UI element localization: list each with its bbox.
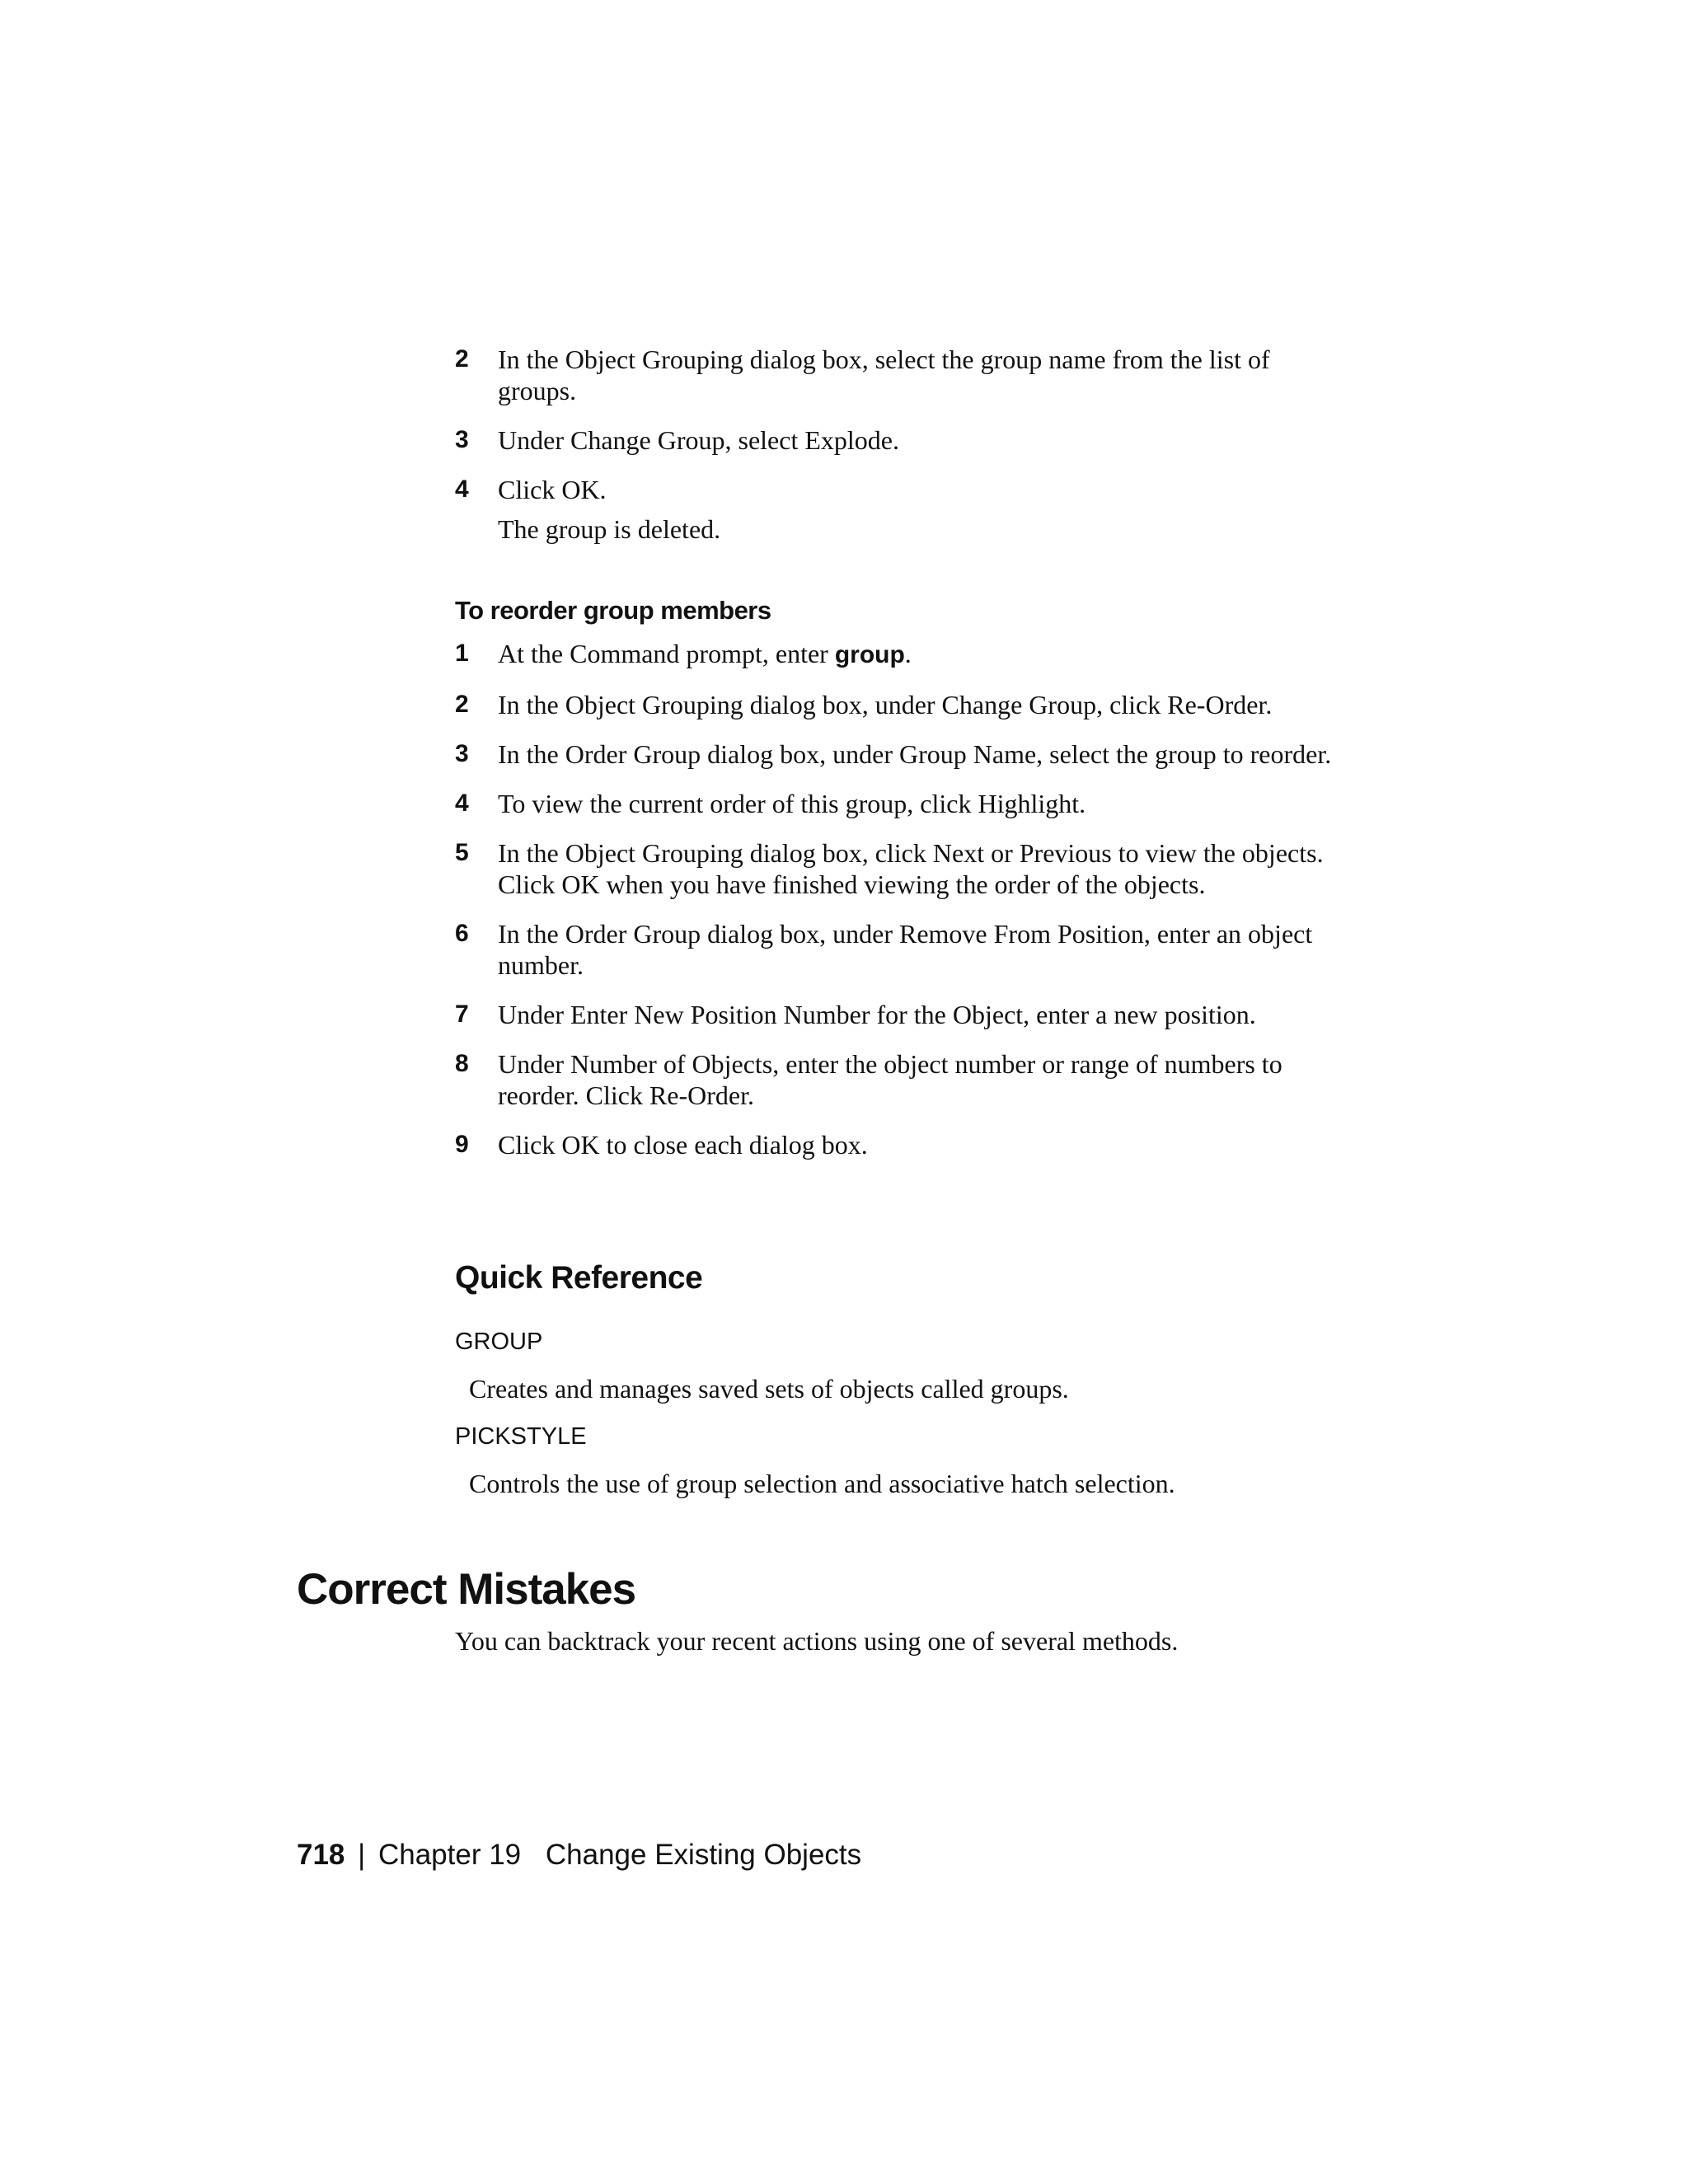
step-item xyxy=(455,788,1335,819)
step-text: Under Enter New Position Number for the Object, enter a new position. xyxy=(498,1000,1256,1029)
step-item xyxy=(455,1129,1335,1160)
step-number: 6 xyxy=(455,920,469,947)
step-number: 7 xyxy=(455,1001,469,1028)
step-text: Under Number of Objects, enter the object number or range of numbers to reorder. Click Re-Order. xyxy=(498,1049,1282,1110)
step-item xyxy=(455,999,1335,1030)
step-text: Click OK. xyxy=(498,475,607,504)
step-item xyxy=(455,344,1335,406)
footer-separator: | xyxy=(358,1839,366,1871)
step-result: The group is deleted. xyxy=(498,514,721,544)
chapter-title: Change Existing Objects xyxy=(545,1839,862,1871)
step-text: In the Object Grouping dialog box, under Change Group, click Re-Order. xyxy=(498,690,1273,719)
step-item xyxy=(455,424,1335,456)
step-text-after: . xyxy=(904,639,912,668)
step-number: 3 xyxy=(455,426,469,453)
step-text: In the Object Grouping dialog box, select the group name from the list of groups. xyxy=(498,344,1270,405)
chapter-label: Chapter 19 xyxy=(377,1839,522,1871)
step-text: Under Change Group, select Explode. xyxy=(498,425,899,455)
page-footer xyxy=(297,1838,861,1872)
step-item xyxy=(455,638,1335,671)
step-item xyxy=(455,738,1335,770)
step-item xyxy=(455,918,1335,981)
step-text-before: At the Command prompt, enter xyxy=(498,639,835,668)
step-number: 5 xyxy=(455,839,469,866)
section-heading: Correct Mistakes xyxy=(297,1565,636,1614)
step-text: To view the current order of this group, click Highlight. xyxy=(498,789,1086,818)
step-item xyxy=(455,474,1335,545)
step-number: 2 xyxy=(455,345,469,373)
step-number: 3 xyxy=(455,740,469,767)
step-text xyxy=(498,638,1335,671)
reorder-step-list xyxy=(455,638,1335,1160)
step-item xyxy=(455,1048,1335,1111)
reference-description: Creates and manages saved sets of objects called groups. xyxy=(469,1374,1069,1404)
step-number: 8 xyxy=(455,1050,469,1077)
section-intro: You can backtrack your recent actions using one of several methods. xyxy=(455,1626,1179,1656)
step-text: In the Order Group dialog box, under Group Name, select the group to reorder. xyxy=(498,739,1332,769)
reference-description: Controls the use of group selection and associative hatch selection. xyxy=(469,1469,1175,1498)
step-number: 2 xyxy=(455,691,469,718)
step-item xyxy=(455,689,1335,720)
step-number: 9 xyxy=(455,1131,469,1158)
step-text: In the Object Grouping dialog box, click Next or Previous to view the objects. Click OK when you have finished viewing the order of the objects. xyxy=(498,838,1324,899)
quick-reference-heading: Quick Reference xyxy=(455,1260,703,1296)
reference-term-group: GROUP xyxy=(455,1329,543,1355)
step-number: 4 xyxy=(455,476,469,503)
continued-step-list xyxy=(455,344,1335,545)
step-number: 1 xyxy=(455,640,469,667)
step-item xyxy=(455,837,1335,900)
procedure-heading: To reorder group members xyxy=(455,596,771,625)
page-number: 718 xyxy=(297,1839,345,1871)
reference-term-pickstyle: PICKSTYLE xyxy=(455,1423,587,1450)
step-text: In the Order Group dialog box, under Remove From Position, enter an object number. xyxy=(498,919,1313,980)
command-text: group xyxy=(834,641,905,668)
step-number: 4 xyxy=(455,790,469,817)
step-text: Click OK to close each dialog box. xyxy=(498,1130,868,1160)
